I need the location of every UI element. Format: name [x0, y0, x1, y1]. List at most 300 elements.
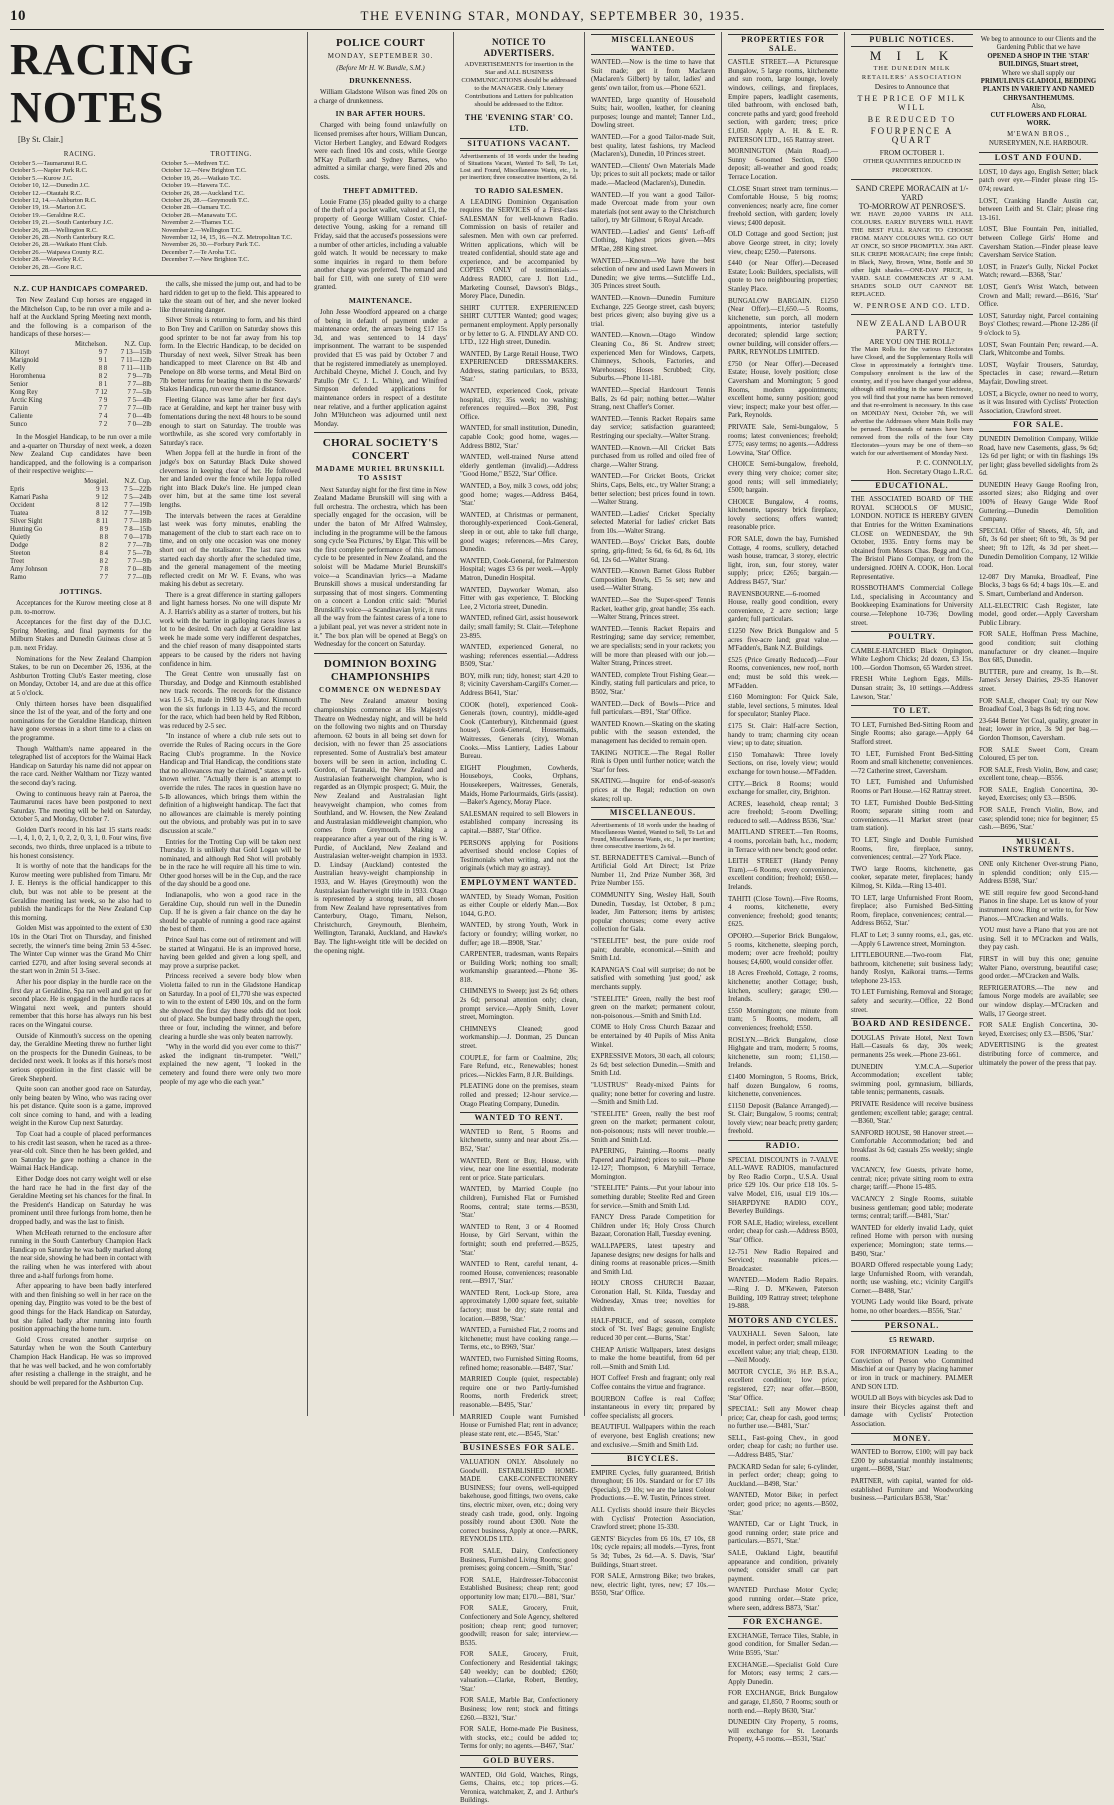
personal-reward: £5 REWARD. — [889, 1336, 935, 1345]
company-name: THE 'EVENING STAR' CO. LTD. — [464, 113, 574, 133]
classified-ad: WANTED.—For Cricket Boots, Cricket Shirts, Caps, Belts, etc., try Walter Strang; a better selection; best prices found in town.—Walter Strang. — [591, 472, 715, 507]
classified-ad: SALESMAN required to sell Blowers in established company increasing its capital.—B887, 'Star' Office. — [460, 809, 578, 835]
classified-ad: LITTLEBOURNE.—Two-room Flat, bathroom, kitchenette; suit business lady; handy Roslyn, Kaikorai trams.—Terms telephone 23-153. — [851, 951, 973, 985]
misc-wanted-heading: MISCELLANEOUS WANTED. — [591, 34, 715, 55]
classified-ad: MOTOR CYCLE, 3½ H.P. B.S.A., excellent condition; low price; registered, £27; near offer.—B500, 'Star' Office. — [728, 1367, 838, 1402]
milk-line4: BE REDUCED TO — [867, 114, 957, 124]
classified-ad: 23-644 Better Yet Coal, quality, greater in heat; lower in price, 3s 9d per bag.—Gordon Thomson, Caversham. — [978, 716, 1098, 742]
classified-ad: LOST, in Frazer's Gully, Nickel Pocket Watch; reward.—B368, 'Star.' — [978, 262, 1098, 280]
fixture-item: October 26, 28.—North Canterbury R.C. — [10, 234, 115, 242]
byline: [By St. Clair.] — [18, 135, 63, 144]
employment-list — [460, 893, 578, 1109]
jotting-item: Gold Cross created another surprise on Saturday when he won the South Canterbury Champion Hack Handicap. He was so improved that he was well backed, and he won comfortably after resisting a challenge in the straight, and he should be well prepared for the Ashburton Cup. — [10, 1335, 152, 1387]
classified-ad: WANTED, large quantity of Household Suits; hair, woollen, leather, for cleaning purposes; lounge and mantel; Tanner Ltd., Dowling street. — [591, 95, 715, 130]
table-row — [10, 574, 152, 582]
classified-ad: £1250 New Brick Bungalow and 5 acres five-acre land; great value.—M'Fadden's, Bank N.Z. Buildings. — [728, 627, 838, 653]
classified-ad: DUNEDIN Heavy Gauge Roofing Iron, assorted sizes; also Ridging and over 100% of Heavy Gauge Wide Roof Guttering.—Dunedin Demolition Company. — [978, 480, 1098, 524]
classified-ad: £1400 Mornington, 5 Rooms, Brick, half dozen Bungalow, 6 rooms, kitchenette, conveniences. — [728, 1072, 838, 1099]
to-let-heading: TO LET. — [851, 705, 973, 718]
classified-ad: PERSONS applying for Positions advertised should enclose Copies of Testimonials when writing, and not the originals (which may go astray). — [460, 838, 578, 873]
table-cell: 7 11—12lb — [120, 357, 152, 365]
classified-ad: CARPENTER, tradesman, wants Repairs or Building Work; nothing too small; workmanship guaranteed.—Phone 36-818. — [460, 950, 578, 984]
classified-ad: WANTED.—Ladies' Cricket Specialty selected Material for ladies' cricket Bats from 10s.—Walter Strang. — [591, 509, 715, 535]
fixtures — [10, 151, 301, 272]
public-notices-column — [845, 32, 1104, 1503]
classified-ad: WANTED, Dayworker Woman, also Fitter with gas experience, T. Blocking Lee, 2 Victoria street, Dunedin. — [460, 585, 578, 611]
for-sale-heading: FOR SALE. — [979, 419, 1098, 432]
racing-paragraph: Prince Saul has come out of retirement and will be started at Wingatui. He is an improved horse, having been gelded and given a long spell, and may prove a surprise packet. — [159, 936, 301, 970]
table-row — [10, 349, 152, 357]
educational-text: THE ASSOCIATED BOARD OF THE ROYAL SCHOOLS OF MUSIC, LONDON. NOTICE IS HEREBY GIVEN that Entries for the Written Examinations CLOSE on WEDNESDAY, the 9th October, 1935. Entry forms may be obtained from Messrs Chas. Begg and Co., The Bristol Piano Company, or from the undersigned. JOHN A. COOK, Hon. Local Representative. — [851, 495, 973, 581]
table-cell: 8 1 — [98, 381, 108, 389]
choral-subheading: MADAME MURIEL BRUNSKILL TO ASSIST — [315, 465, 446, 482]
fixture-item: October 12, 14.—Ashburton R.C. — [10, 197, 97, 205]
classified-ad: WANTED, for small institution, Dunedin, capable Cook; good home, wages.—Address B802, 'Star.' — [460, 424, 578, 450]
table-cell: 7 5—24lb — [124, 494, 152, 502]
table-cell: 7 7—9lb — [127, 558, 152, 566]
milk-title: M I L K — [869, 47, 955, 63]
table-cell: 7 0—17lb — [124, 534, 152, 542]
classified-ad: WANTED.—Special Hardcourt Tennis Balls, 2s 6d pair; nothing better.—Walter Strang, next Chaffer's Corner. — [591, 385, 715, 412]
table-cell: 7 8 — [99, 566, 109, 574]
employment-heading: EMPLOYMENT WANTED. — [460, 877, 578, 890]
classified-ad: LEITH STREET (Handy Penny Tram).—6 Rooms, every convenience, excellent condition; freehold; £650.—Irelands. — [728, 857, 838, 892]
table-cell: 7 7—0lb — [127, 405, 152, 413]
rossbotham-text: ROSSBOTHAM'S Commercial College Ltd., specialising in Accountancy and Bookkeeping Examinations for University course.—Telephone 10-736; Dowling street. — [851, 584, 973, 627]
gold-buyers-text: WANTED, Old Gold, Watches, Rings, Gems, Chains, etc.; top prices.—G. Veronica, watchmaker, Z, and J. Arthur's Buildings. — [460, 1770, 578, 1805]
racing-notes-heading: RACING NOTES — [10, 35, 195, 132]
classified-ad: DUNEDIN Y.M.C.A.—Superior Accommodation; excellent table; swimming pool, gymnasium, billiards, table tennis; permanents, casuals. — [851, 1062, 973, 1097]
classified-ad: WANTED to Rent, 3 or 4 Roomed House, by Girl Servant, within the fortnight; south end preferred.—B525, 'Star.' — [460, 1222, 578, 1257]
jotting-item: Acceptances for the Kurow meeting close at 8 p.m. to-morrow. — [10, 599, 152, 616]
classified-ad: TO LET, Furnished and Unfurnished Rooms or Part House.—162 Rattray street. — [851, 778, 973, 795]
labour-sign2: Hon. Secretary Otago L.R.C. — [886, 466, 973, 476]
classified-ad: WANTED to Rent, 5 Rooms and kitchenette, sunny and near about 25s.—B52, 'Star.' — [460, 1127, 578, 1153]
classified-ad: WALLPAPERS, latest tapestry and Japanese designs; new designs for halls and dining rooms at reasonable prices.—Smith and Smith Ltd. — [591, 1242, 715, 1276]
jotting-item: Owing to continuous heavy rain at Paeroa, the Taumarunui races have been postponed to next Saturday. The meeting will be held on Saturday, October 5, and Monday, October 7. — [10, 789, 152, 824]
classified-ad: WANTED for elderly invalid Lady, quiet refined Home with person with nursing experience; Mornington; state terms.—B490, 'Star.' — [851, 1223, 973, 1258]
handicaps-heading: N.Z. CUP HANDICAPS COMPARED. — [13, 284, 148, 294]
fixture-item: October 12.—Otautahi R.C. — [10, 189, 82, 197]
labour-title: NEW ZEALAND LABOUR PARTY. — [856, 318, 968, 337]
exchange-list — [728, 1632, 838, 1744]
table-header-row — [10, 341, 152, 349]
table-cell: 8 8 — [99, 534, 109, 542]
classified-ad: FOR SALE, French Violin, Bow, and case; splendid tone; nice for beginner; £5 cash.—B696, 'Star.' — [978, 806, 1098, 832]
classified-ad: KAPANGA'S Coal will surprise; do not be satisfied with something 'just good,' ask merchants supply. — [591, 965, 715, 991]
table-cell: Kelly — [10, 365, 26, 373]
classified-ad: "STEELITE" Green, really the best roof green on the market; permanent colour, non-poisonous.—Smith and Smith Ltd. — [591, 994, 715, 1020]
classified-ad: "LUSTRUS" Ready-mixed Paints for quality; none better for covering and lustre.—Smith and Smith Ltd. — [591, 1080, 715, 1107]
classified-ad: LOST, Cranking Handle Austin car, between Leith and St. Clair; please ring 13-161. — [978, 196, 1098, 222]
exchange-heading: FOR EXCHANGE. — [728, 1616, 838, 1629]
situations-column — [454, 32, 585, 1805]
wanted-rent-list — [460, 1128, 578, 1439]
table-cell: Dodge — [10, 542, 29, 550]
table-cell: Occident — [10, 502, 35, 510]
classified-ad: WANTED.—Known—We have the best selection of new and used Lawn Mowers in Dunedin; we give terms.—Sutcliffe Ltd., 305 Princes street South. — [591, 256, 715, 291]
classified-ad: TWO large Rooms, kitchenette, gas cooker, separate meter, fireplaces; handy Kilmog, St. Kilda.—Ring 13-401. — [851, 864, 973, 890]
table-cell: Quietly — [10, 534, 31, 542]
classified-ad: FOR SALE, down the bay, Furnished Cottage, 4 rooms, scullery, detached wash house, tramcar, 3 storey, electric light, iron, sun, four storey, water supply; price; £265; bargain.—Address B457, 'Star.' — [728, 535, 838, 587]
classified-ad: WANTED.—Known Barnet Gloss Rubber Composition Bowls, £5 5s set; new and used.—Walter Strang. — [591, 567, 715, 593]
table-row — [10, 357, 152, 365]
classified-ad: MARRIED Couple want Furnished House or Furnished Flat; rent in advance; please state rent, etc.—B545, 'Star.' — [460, 1412, 578, 1438]
racing-more — [160, 972, 302, 1086]
table-row — [10, 502, 152, 510]
table-cell: 8 2 — [98, 373, 108, 381]
classified-ad: "STEELITE" Green, really the best roof green on the market; permanent colour, non-poisonous; rusts will never trouble.—Smith and Smith Ltd. — [591, 1109, 715, 1144]
classified-ad: TO LET, Single and Double Furnished Rooms, fire, fireplace, sunny, conveniences; central.—27 York Place. — [851, 835, 973, 862]
table-cell: 7 5—7lb — [127, 550, 152, 558]
classified-ad: WANTED.—Deck of Bowls—Price and full particulars.—B91, 'Star' Office. — [591, 699, 715, 717]
classified-ad: EMPIRE Cycles, fully guaranteed, British throughout; £6 10s. Standard or for £7 10s (Specials), £9 10s; we are the latest Colour Productions.—E. W. Tustin, Princes street. — [591, 1468, 715, 1503]
fixture-item: October 19, 19.—Marton J.C. — [10, 204, 87, 212]
jotting-item: Golden Dart's record in his last 15 starts reads:—1, 4, 1, 0, 2, 1, 0, 2, 2, 0, 3, 1, 0. Four wins, five seconds, two thirds, three unplaced is a tribute to his honest consistency. — [10, 825, 152, 860]
classified-ad: £175 St. Clair: Half-acre Section, handy to tram; charming city ocean view; up to date; situation. — [728, 721, 838, 748]
classified-ad: £160 Mornington: For Quick Sale, stable, level sections, 5 minutes. Ideal for speculator; Stanley Place. — [728, 693, 838, 719]
table-cell: 7 12 — [95, 389, 108, 397]
racing-paragraph: "Why in the world did you ever come to this?" asked the indignant tin-trumpeter. "Well," explained the new agent, "I looked in the cemetery and found there were only two more people of my age who die each year." — [159, 1043, 301, 1086]
fixture-item: October 10, 12.—Dunedin J.C. — [10, 182, 90, 190]
classified-ad: VACANCY 2 Single Rooms, suitable business gentleman; good table; moderate terms; central; tariff.—B481, 'Star.' — [851, 1194, 973, 1221]
table-cell: Silver Sight — [10, 518, 43, 526]
fixture-item: October 5.—Kurow J.C. — [10, 174, 73, 182]
table-header-cell: Mosgiel. — [84, 478, 109, 486]
classified-ad: CHOICE Semi-bungalow, freehold, every thing very choice; corner site; good rents; will sell immediately; £500; bargain. — [728, 460, 838, 495]
table-cell: 9 12 — [96, 494, 109, 502]
public-notices-right — [979, 34, 1098, 1506]
table-cell: Amy Johnson — [10, 566, 48, 574]
racing-paragraph: Princess received a severe body blow when Violetta failed to run in the Gladstone Handicap on Saturday. In a pool of £1,770 she was expected to win to the extent of £490 10s, and on the form she showed the first day these odds did not look out of place. She bumped badly through the open, three or four, including the winner, and before clearing a hurdle she was only beaten narrowly. — [159, 972, 301, 1041]
masthead — [10, 6, 1104, 30]
labour-sign1: P. C. CONNOLLY, — [916, 457, 973, 467]
racing-continued — [160, 280, 302, 970]
classified-ad: WANTED, at Christmas or permanent, thoroughly-experienced Cook-General, sleep in or out, able to take full charge, good wages; references.—Mrs Carey, Dunedin. — [460, 510, 578, 554]
classified-ad: FIRST in will buy this one; genuine Walter Piano, overstrung, beautiful case; good order.—M'Cracken and Walls. — [978, 954, 1098, 981]
table-row — [10, 534, 152, 542]
table-cell: 8 12 — [96, 502, 109, 510]
racing-paragraph: When Joppa fell at the hurdle in front of the judge's box on Saturday Black Duke showed cleverness in keeping clear of her. He followed her and landed over the fence while Joppa rolled right into Black Duke's line. He jumped clean over him, but at the same time lost several lengths. — [159, 449, 301, 509]
to-let-list — [851, 721, 973, 1014]
table-cell: 7 7—19lb — [124, 502, 152, 510]
classified-ad: OLD Cottage and good Section; just above George street, in city; lovely view, cheap; £250.—Patersons. — [728, 230, 838, 256]
table-cell: Senior — [10, 381, 28, 389]
table-row — [10, 486, 152, 494]
table-cell: 8 4 — [99, 550, 109, 558]
classified-ad: WANTED, Motor Bike; in perfect order; good price; no agents.—B502, 'Star.' — [728, 1491, 838, 1517]
jotting-item: Golden Mist was appointed to the extent of £30 10s in the Otari Trot on Thursday, and finished secretly, the winner's time being 2min 53 4-5sec. The Winter Cup winner was the Grand Mo Chirr carried £270, and after losing several seconds at the start won in 2min 51 3-5sec. — [10, 924, 152, 976]
table-cell: 7 8—15lb — [124, 526, 152, 534]
police-court-heading: POLICE COURT — [335, 37, 426, 49]
classified-ad: DOUGLAS Private Hotel, Next Town Hall.—Casuals 6s day, 30s week; permanents 25s week.—Phone 23-661. — [851, 1033, 973, 1060]
classified-ad: FLAT to Let; 3 sunny rooms, e.l., gas, etc.—Apply 6 Lawrence street, Mornington. — [851, 930, 973, 948]
classified-ad: WANTED, well-trained Nurse attend elderly gentleman (invalid).—Address "Good Home," B522, 'Star' Office. — [460, 453, 578, 479]
racing-paragraph: The intervals between the races at Geraldine last week was forty minutes, enabling the management of the club to start each race on to time, and on only one occasion was one money short out of the totalisator. The last race was started each day shortly after the scheduled time, and the general management of the meeting reflected credit on Mr W. F. Evans, who was making his debut as secretary. — [159, 511, 301, 589]
classified-ad: MORNINGTON (Main Road).—Sunny 6-roomed Section, £500 deposit; all-weather and good roads; Terrace Location. — [728, 147, 838, 181]
table-cell: 7 2 — [98, 421, 108, 429]
table-row — [10, 421, 152, 429]
radio-heading: RADIO. — [728, 1140, 838, 1153]
classified-ad: TO LET, large Unfurnished Front Room, fireplace; also Furnished Bed-Sitting Room, fireplace, conveniences; central.—Address B652, 'Star.' — [851, 893, 973, 928]
table-row — [10, 405, 152, 413]
milk-line1: THE DUNEDIN MILK RETAILERS' ASSOCIATION — [861, 64, 963, 81]
classified-ad: "STEELITE" best, the pure oxide roof paint; durable, economical.—Smith and Smith Ltd. — [591, 937, 715, 963]
classified-ad: 12-751 New Radio Repaired and Serviced; reasonable prices.—Broadcaster. — [728, 1247, 838, 1273]
classified-ad: WANTED.—Known.—Otago Window Cleaning Co., 86 St. Andrew street; experienced Men for Windows, Carpets, Chimneys, Schools, Factories, and Warehouses; Hoses Scrubbed; City, Suburbs.—Phone 11-181. — [591, 331, 715, 383]
fixture-item: October 26, 28.—Auckland T.C. — [161, 189, 245, 197]
classified-ad: DUNEDIN Demolition Company, Wilkie Road, have new Casements, glass, 9s 6d; 12s 6d per light; or with tin flashings 19s per light; glass bevelled sidelights from 2s 6d. — [978, 434, 1098, 478]
personal-text: FOR INFORMATION Leading to the Conviction of Person who Committed Mischief at our Quarry by placing hammer or iron in truck or machinery. PALMER AND SON LTD. — [851, 1348, 973, 1391]
classified-ad: HOLY CROSS CHURCH Bazaar, Coronation Hall, St. Kilda, Tuesday and Wednesday, Xmas tree; novelties for children. — [591, 1279, 715, 1314]
boxing-heading: DOMINION BOXING CHAMPIONSHIPS — [323, 657, 438, 683]
table-row — [10, 542, 152, 550]
classified-ad: DUNEDIN City Property, 5 rooms, will exchange for St. Leonards Property, 4-5 rooms.—B531, 'Star.' — [728, 1718, 838, 1744]
classified-ad: WANTED, complete Trout Fishing Gear.—Kindly, stating full particulars and price, to B502, 'Star.' — [591, 670, 715, 696]
classified-ad: WANTED.—Clients' Own Materials Made Up; prices to suit all pockets; made or tailor made.—Macleod (Maclaren's), Dunedin. — [591, 161, 715, 187]
classified-ad: WANTED, experienced Cook, private hospital, city; 35s week; no washing; references required.—Box 398, Post Office. — [460, 387, 578, 421]
racing-paragraph: There is a great difference in starting gallopers and light harness horses. No one will dispute Mr A. J. Harris's ability as a starter of trotters, but his work with the barrier in galloping races leaves a lot to be desired. On each day at Geraldine last week he made some very indifferent despatches, and the chief reason of many disappointed starts appears to be caused by the riders not having confidence in him. — [159, 590, 301, 668]
classified-ad: WANTED, a Boy, milk 3 cows, odd jobs; good home; wages.—Address B464, 'Star.' — [460, 482, 578, 508]
milk-line6: FROM OCTOBER 1. — [879, 147, 945, 157]
table-cell: 7 7—5lb — [127, 389, 152, 397]
table-cell: Steeton — [10, 550, 31, 558]
mewan-intro: We beg to announce to our Clients and the Gardening Public that we have — [980, 36, 1097, 52]
radio-list — [728, 1156, 838, 1311]
racing-paragraph: the calls, she missed the jump out, and had to be hard ridden to get up to the field. This appeared to take the steam out of her, and she never looked like threatening danger. — [159, 280, 301, 314]
labour-body: The Main Rolls for the various Electorates have Closed, and the Supplementary Rolls will Close in approximately a fortnight's time. Compulsory enrolment is the law of the country, and if you have changed your address, although still residing in the same Electorate, you will find that your name has been removed and that re-enrolment is necessary. In this case on MONDAY Next, October 7th, we will advertise the Addresses where Main Rolls may be perused. Thousands of names have been removed from the rolls of the four City Electorates—yours may be one of them—so watch for our advertisement of Monday Next. — [851, 345, 973, 457]
classified-ad: FANCY Dress Parade Competition for Children under 16; Holy Cross Church Bazaar, Coronation Hall, Tuesday evening. — [591, 1213, 715, 1239]
classified-ad: £525 (Price Greatly Reduced).—Four Rooms, conveniences, new roof, north end; must be sold this week.—M'Fadden. — [728, 655, 838, 690]
table-cell: 7 11—11lb — [121, 365, 152, 373]
for-sale-list — [979, 435, 1098, 832]
classified-ad: VACANCY, few Guests, private home, central; nice; private sitting room to extra charge; tariff.—Phone 15-485. — [851, 1166, 973, 1192]
classified-ad: REFRIGERATORS.—The new and famous Norge models are available; see our window display.—M'Cracken and Walls, 17 George street. — [978, 983, 1098, 1018]
jotting-item: When McHeath returned to the enclosure after running in the South Canterbury Champion Hack Handicap on Saturday he was badly marked along the near side, showing he had been in contact with the railing when he was interfered with about three and a-half furlongs from home. — [10, 1228, 152, 1280]
classified-ad: EIGHT Ploughmen, Cowherds, Houseboys, Cooks, Orphans, Housekeepers, Waitresses, Generals, Maids, Home Parlourmaids, Girls (assist).—Baker's Agency, Moray Place. — [460, 763, 579, 807]
fixture-item: October 19.—Hawera T.C. — [161, 182, 231, 190]
classified-ad: COME to Holy Cross Church Bazaar and be entertained by 40 Pupils of Miss Anita Winkel. — [591, 1023, 715, 1049]
classified-ad: FOR SALE, Dairy, Confectionery Business, Furnished Living Rooms; good premises; going concern.—Smith, 'Star.' — [460, 1546, 578, 1573]
classified-ad: TO LET Furnishing, Removal and Storage; safety and security.—Office, 22 Bond street. — [851, 988, 973, 1014]
classified-ad: FOR EXCHANGE, Brick Bungalow and garage, £1,850, 7 Rooms; south or north end.—Reply B630, 'Star.' — [728, 1689, 838, 1715]
classified-ad: FOR SALE, Grocery, Fruit, Confectionery and Residential takings; £40 weekly; can be doubled; £260; valuation.—Clarke, Robert, Bentley, 'Star.' — [460, 1650, 578, 1693]
money-heading: MONEY. — [851, 1433, 973, 1446]
classified-ad: ONE only Kitchener Over-strung Piano, in splendid condition; only £15.—Address B598, 'Star.' — [978, 860, 1098, 886]
penrose-firm: W. PENROSE AND CO. LTD. — [853, 300, 971, 310]
classified-ad: RAVENSBOURNE.—6-roomed House, really good condition, every convenience, 2 acre section; large garden; full particulars. — [728, 589, 838, 624]
racing-paragraph: Silver Streak is returning to form, and his third to Bon Trey and Carillon on Saturday shows this good sprinter to be not far away from his top form. In the Electric Handicap, to be decided on Thursday of next week, Silver Streak has been handicapped to meet Clarence on 8st 4lb and Penelope on 8lb worse terms, and Metal Bird on 7lb better terms for beating them in the Stewards' Stakes Handicap, run over the same distance. — [159, 316, 301, 394]
classified-ad: WANTED, By Large Retail House, TWO EXPERIENCED DRESSMAKERS. Address, stating particulars, to B533, 'Star.' — [460, 349, 578, 384]
fixture-item: December 7.—Te Aroha T.C. — [161, 248, 237, 256]
classified-ad: PARTNER, with capital, wanted for old-established Furniture and Woodworking business.—Particulars B538, 'Star.' — [851, 1476, 973, 1503]
classified-ad: LOST, Wayfair Trousers, Saturday, Spectacles in case; reward.—Return Mayfair, Dowling street. — [978, 360, 1098, 386]
labour-notice — [851, 319, 973, 476]
table-cell: 7 0—2lb — [127, 421, 152, 429]
jotting-item: It is worthy of note that the handicaps for the Kurow meeting were published from Timaru. Mr J. E. Henrys is the official handicapper to this club, but was not able to be present at the Geraldine meeting last week, so he also had to publish the handicaps for the New Zealand Cup this morning. — [10, 862, 152, 922]
classified-ad: FOR SALE, Hoffman Press Machine, good condition; suit clothing manufacturer or dry cleaner.—Inquire Box 685, Dunedin. — [978, 630, 1098, 665]
classified-ad: FOR SALE English Concertina, 30-keyed, Exercises; only £3.—B506, 'Star.' — [978, 1021, 1098, 1038]
table-cell: Kiltoyt — [10, 349, 30, 357]
racing-paragraph: The Great Centre won unusually fast on Thursday, and Dodge and Kinmouth established new track records. The records for the distance was 1.6 3-5, made in 1908 by Aviator. Kinmouth won the six furlongs in 1.13 4-5, and the record for the race, which had been held by Red Ribbon, was reduced by 2-5 sec. — [159, 670, 301, 730]
fixture-item: October 26, 28.—Waikato Hunt Club. — [10, 241, 108, 249]
motors-list — [728, 1330, 838, 1612]
classified-ad: GENTS' Bicycles from £6 10s, £7 10s, £8 10s; cycle repairs; all models.—Tyres, front 5s 3d; Tubes, 2s 6d.—A. S. Davis, 'Star' Buildings, Stuart street. — [591, 1534, 715, 1569]
racing-fixture-list — [10, 160, 150, 271]
table-cell: 7 5—22lb — [124, 486, 152, 494]
classified-ad: WANTED.—Boys' Cricket Bats, double spring, grip-fitted; 5s 6d, 6s 6d, 8s 6d, 10s 6d, 12s 6d.—Walter Strang. — [591, 538, 715, 564]
milk-line5: FOURPENCE A QUART — [870, 125, 954, 145]
misc-note: Advertisements of 18 words under the heading of Miscellaneous Wanted, Wanted to Sell, To Let and Found, Miscellaneous Wants, etc., 1s per insertion; three consecutive insertions, 2s 6d. — [591, 822, 715, 850]
jotting-item: Top Coat had a couple of placed performances to his credit last season, when he raced as a three-year-old colt. Since then he has been gelded, and on Saturday he gave nothing a chance in the Waimai Hack Handicap. — [10, 1130, 152, 1173]
classified-ad: FOR SALE, Grocery, Fruit, Confectionery and Sole Agency, sheltered position; cheap rent; good turnover; goodwill; reason for sale; interview.—B535. — [460, 1604, 578, 1647]
table-row — [10, 566, 152, 574]
table-cell: 7 7—19lb — [124, 510, 152, 518]
table-cell: Kong Rey — [10, 389, 38, 397]
fixture-item: November 2.—Thames T.C. — [161, 219, 234, 227]
classified-ad: HOT Coffee! Fresh and fragrant; only real Coffee contains the virtue and fragrance. — [591, 1374, 715, 1391]
motors-heading: MOTORS AND CYCLES. — [728, 1315, 838, 1328]
classified-ad: FOR SALE, Armstrong Bike; two brakes, new, electric light, tyres, new; £7 10s.—B550, 'Star' Office. — [591, 1572, 715, 1598]
classified-ad: "STEELITE" Paints.—Put your labour into something durable; Steelite Red and Green for service.—Smith and Smith Ltd. — [591, 1184, 715, 1210]
classified-ad: FOR SALE, cheaper Coal; try our New Broadleaf Coal, 3 bags 8s 6d; ring now. — [978, 696, 1098, 714]
classified-ad: EXCHANGE.—Specialist Gold Cure for Motors; easy terms; 2 cars.—Apply Dunedin. — [728, 1660, 838, 1686]
classified-ad: CASTLE STREET.—A Picturesque Bungalow, 5 large rooms, kitchenette and sun room, large lounge, lovely windows, ceilings, and fireplaces, Empire papers, leadlight casements, tiled bathroom, with enclosed bath, concrete paths and yard; good freehold section, with garden; trees; price £1,050. Apply A. H. & E. R. PATERSON LTD., 165 Rattray street. — [728, 58, 838, 144]
properties-list — [728, 58, 838, 1136]
musical-list — [979, 860, 1098, 1067]
classified-ad: SPECIAL Offer of Sheets, 4ft, 5ft, and 6ft, 3s 6d per sheet; 6ft to 9ft, 3s 9d per sheet; 9ft to 12ft, 4s 3d per sheet.—Dunedin Demolition Company, 12 Wilkie road. — [978, 526, 1098, 570]
classified-ad: YOU must have a Piano that you are not using. Sell it to M'Cracken and Walls, they pay cash. — [978, 926, 1098, 952]
classified-ad: BOY, milk run; tidy, honest; start 4.20 to 8; vicinity Caversham-Cargill's Corner.—Address B641, 'Star.' — [460, 671, 578, 698]
table-row — [10, 381, 152, 389]
fixture-item: November 26, 30.—Forbury Park T.C. — [161, 241, 261, 249]
classified-ad: WANTED.—Known—Dunedin Furniture Exchange, 225 George street, cash buyers; best prices given; also buying give us a trial. — [591, 294, 715, 328]
classified-ad: SANFORD HOUSE, 98 Hanover street.—Comfortable Accommodation; bed and breakfast 3s 6d; casuals 25s weekly; single rooms. — [851, 1128, 973, 1163]
classified-ad: EXPRESSIVE Motors, 30 each, all colours; 2s 6d; best selection Dunedin.—Smith and Smith Ltd. — [591, 1052, 715, 1078]
choral-heading: CHORAL SOCIETY'S CONCERT — [322, 437, 439, 463]
drunkenness-text: William Gladstone Wilson was fined 20s on a charge of drunkenness. — [314, 88, 447, 105]
table-cell: 8 11 — [96, 518, 109, 526]
classified-ad: WANTED.—If you want a good Tailor-made Overcoat made from your own materials (not sent away to the Christchurch tailor), try Mr Gilmour, 6 Royal Arcade. — [591, 190, 715, 225]
table-cell: Arctic King — [10, 397, 43, 405]
table-row — [10, 397, 152, 405]
bar-text: Charged with being found unlawfully on licensed premises after hours, William Duncan, Victor Herbert Langley, and Edward Rodgers were each fined 10s and costs, while George M'Kay Pollarth and Sydney Barnes, who admitted a similar charge, were fined 20s and costs. — [314, 121, 447, 181]
table-cell: 7 7 — [98, 405, 108, 413]
classified-ad: CITY.—Brick 8 Rooms; would exchange for smaller, city, Brighton. — [728, 779, 838, 797]
classified-ad: CHIMNEYS Cleaned; good workmanship.—J. Donman, 25 Duncan street. — [460, 1024, 578, 1051]
classified-ad: YOUNG Lady would like Board, private home, no other boarders.—B556, 'Star.' — [851, 1298, 973, 1316]
table-cell: 8 2 — [99, 558, 109, 566]
mewan-place: NURSERYMEN, N.E. HARBOUR. — [989, 139, 1088, 147]
bicycles-list — [591, 1469, 715, 1598]
table-cell: 7 13—15lb — [120, 349, 152, 357]
handicaps-mid: In the Mosgiel Handicap, to be run over a mile and a-quarter on Thursday of next week, a dozen New Zealand Cup candidates have been handicapped, and the following is a comparison of their respective weights:— — [10, 433, 152, 476]
mewan-notice — [979, 36, 1098, 148]
bar-heading: IN BAR AFTER HOURS. — [335, 109, 426, 119]
classified-ad: A LEADING Dominion Organisation requires the SERVICES of a First-class SALESMAN for well-known Radio. Commission on basis of retailer and salesmen. Men with own car preferred. Written applications, which will be treated confidential, should state age and experience, and be accompanied by COPIES ONLY of testimonials.—Address RADIO, care J. Ilott Ltd., Marketing Counsel, Dawson's Bldgs., Morey Place, Dunedin. — [460, 197, 578, 301]
fixture-item: October 28.—Manawatu T.C. — [161, 211, 238, 219]
classified-ad: WANTED, by Married Couple (no children), Furnished Flat or Furnished Rooms, central; state terms.—B530, 'Star.' — [460, 1185, 578, 1220]
classified-ad: CAMBLE-HATCHED Black Orpington, White Leghorn Chicks; 2d dozen, £3 15s, 100.—Gordon Thomson, 65 Warden street. — [851, 646, 973, 672]
classified-ad: 18 Acres Freehold, Cottage, 2 rooms, kitchenette; another Cottage; bush, kitchen, scullery; garage; £90.—Irelands. — [728, 969, 838, 1004]
classified-ad: FOR SALE, Hairdresser-Tobacconist Established Business; cheap rent; good opportunity low man; £170.—B81, 'Star.' — [460, 1575, 578, 1601]
classified-ad: WANTED.—Tennis Racket Repairs same day service; satisfaction guaranteed; Restringing our specialty.—Walter Strang. — [591, 414, 715, 440]
classified-ad: FOR SALE, Fresh Violin, Bow, and case; excellent tone, cheap.—B556. — [978, 765, 1098, 783]
table-row — [10, 558, 152, 566]
table-cell: 8 8 — [98, 365, 108, 373]
mitchelson-handicap-table — [10, 341, 152, 429]
fixture-item: December 7.—New Brighton T.C. — [161, 256, 250, 264]
table-cell: 8 2 — [99, 542, 109, 550]
classified-ad: WANTED.—Tennis Racket Repairs and Restringing; same day service; remember, we are specialists; send in your rackets; you will be more than pleased with our job.—Walter Strang, Princes street. — [591, 624, 715, 668]
fixture-item: October 28.—Oamaru T.C. — [161, 204, 231, 212]
table-cell: 7 7—8lb — [127, 381, 152, 389]
classified-ad: LOST, a Bicycle, owner no need to worry, as it was Insured with Cyclists' Protection Association, Crawford street. — [978, 389, 1098, 415]
fixture-item: October 26, 28.—Wellington R.C. — [10, 226, 98, 234]
fixture-item: October 26, 28.—Gore R.C. — [10, 263, 83, 271]
classified-ad: PRIVATE Residence will receive business gentlemen; excellent table; garage; central.—B360, 'Star.' — [851, 1100, 973, 1126]
fixture-item: October 5.—Napier Park R.C. — [10, 167, 88, 175]
classified-ad: LOST, Saturday night, Parcel containing Boys' Clothes; reward.—Phone 12-286 (if 9 o'clock to 5). — [978, 311, 1098, 337]
classified-ad: ROSLYN.—Brick Bungalow, close Highgate and tram, modern; 5 rooms, kitchenette, sun room; £1,150.—Irelands. — [728, 1035, 838, 1070]
classified-ad: ST. BERNADETTE'S Carnival.—Bunch of Artificial Gold Art Direct; 1st Prize Number 11, 2nd Prize Number 368, 3rd Prize Number 155. — [591, 853, 715, 888]
classified-ad: BOURBON Coffee is real Coffee; instantaneous in every tin; prepared by coffee specialists; all grocers. — [591, 1394, 715, 1420]
lost-found-heading: LOST AND FOUND. — [979, 152, 1098, 165]
table-header-cell: N.Z. Cup. — [124, 341, 152, 349]
table-cell: Kamari Pasha — [10, 494, 48, 502]
maintenance-text: John Jesse Woodford appeared on a charge of being in default of payment under a maintenance order, the arrears being £17 15s 3d, and was sentenced to 14 days' imprisonment. The warrant to be suspended provided that £5 was paid by October 7 and that he registered immediately as unemployed. Archibald Cheyne, Michel J. Couch, and Ivy Patullo (Mr C. J. L. White), and Winifred Simpson defended applications for maintenance orders in respect of a destitute near relative, and a further application against John M'Hutcheon was adjourned until next Monday. — [314, 308, 447, 428]
racing-right-subcolumn — [160, 280, 302, 1389]
classified-ad: SHIRT CUTTER. EXPERIENCED SHIRT CUTTER Wanted; good wages; permanent employment. Apply personally or by letter to G. A. FINDLAY AND CO. LTD., 122 High street, Dunedin. — [460, 303, 578, 347]
classified-ad: ADVERTISING is the greatest distributing force of commerce, and ultimately the power of the press that pay. — [978, 1041, 1098, 1067]
table-cell: 7 0—4lb — [127, 413, 152, 421]
page-number: 10 — [10, 8, 26, 24]
racing-fixtures-heading: RACING. — [63, 149, 96, 158]
classified-ad: WE still require few good Second-hand Pianos in fine shape. Let us know of your instrument now. Ring or write to, for New Pianos.—M'Cracken and Walls. — [978, 888, 1098, 923]
boxing-text: The New Zealand amateur boxing championships commence at His Majesty's Theatre on Wednesday night, and will be held on the following two nights and on Thursday afternoon. 62 bouts in all being set down for decision, with no fewer than 25 associations represented. Some of Australia's best amateur boxers will be seen in action, including C. Gordon, of Taranaki, the New Zealand and Australasian featherweight champion, who is regarded as an Olympic prospect; G. Muir, the New Zealand and Australasian light heavyweight champion, who comes from Southland, and W. Howsen, the New Zealand and Australasian middleweight champion, who comes from Greymouth. Making a reappearance after a year out of the ring is W. Purdie, of Auckland, New Zealand and Australasian welter-weight champion in 1933. D. Lindsay (Auckland) contested the Australian heavy-weight championship in 1933, and W. Hayes (Greymouth) won the Australasian featherweight title in 1933. Otago is represented by a strong team, all chosen from New Zealand have representatives from Canterbury, Otago, Timaru, Nelson, Christchurch, Greymouth, Blenheim, Wellington, Taranaki, Auckland, and Hawke's Bay. The light-weight title will be decided on the opening night. — [314, 697, 447, 955]
table-cell: Marignold — [10, 357, 39, 365]
classified-ad: £750 (or Near Offer).—Deceased Estate; House, lovely position; close Caversham and Mornington; 5 good Rooms, modern appointments; excellent home, sunny position; good view; inspect; make your best offer.—Park, Reynolds. — [728, 359, 838, 420]
racing-paragraph: Indianapolis, who won a good race in the Geraldine Cup, should run well in the Dunedin Cup. If he is given a fair chance on the day he should be capable of running a good race against the best of them. — [159, 891, 301, 934]
table-cell: 7 9—7lb — [127, 373, 152, 381]
table-row — [10, 510, 152, 518]
classified-ad: VAUXHALL Seven Saloon, late model, in perfect order; small mileage; excellent value; any trial; cheap, £130.—Neil Moody. — [728, 1330, 838, 1365]
table-cell: Treet — [10, 558, 25, 566]
classified-ad: £1150 Deposit (Balance Arranged).—St. Clair; Bungalow, 5 rooms; central; lovely view; near beach; pretty garden; freehold. — [728, 1101, 838, 1136]
classified-ad: WANTED.—Known.—All Cricket Bats purchased from us rolled and oiled free of charge.—Walter Strang. — [591, 443, 715, 469]
table-row — [10, 526, 152, 534]
classified-ad: WANTED, Rent or Buy, House, with view, near one line essential, moderate rent or price. State particulars. — [460, 1156, 578, 1182]
table-cell: 7 0—8lb — [127, 566, 152, 574]
table-cell: Caliente — [10, 413, 33, 421]
classified-ad: ALL-ELECTRIC Cash Register, late model, good order.—Apply Caversham Public Library. — [978, 601, 1098, 627]
classified-ad: CHIMNEYS to Sweep; just 2s 6d; others 2s 6d; personal attention only; clean, prompt service.—Apply Smith, Lover street, Mornington. — [460, 987, 578, 1022]
milk-line3: THE PRICE OF MILK WILL — [857, 93, 967, 112]
misc-wanted-list — [591, 58, 715, 803]
classified-ad: COMMUNITY Sing, Wesley Hall, South Dunedin, Tuesday, 1st October, 8 p.m.; leader, Jim Patterson; items by artistes; popular choruses; come every active collection for Gala. — [591, 891, 715, 934]
choral-text: Next Saturday night for the first time in New Zealand Madame Brunskill will sing with a full orchestra. The orchestra, which has been specially engaged for the occasion, will be under the baton of Mr Alfred Walmsley, including in the programme will be the famous song cycle 'Sea Pictures,' by Elgar. This will be the first complete performance of this famous cycle to be presented in New Zealand, and the soloist will be Madame Muriel Brunskill's voice—a Scandinavian lyrics—a Madame Brunskill shows a musical understanding far surpassing that of most singers. Commenting on a concert a London critic said: "Muriel Brunskill's voice—a Scandinavian lyric, it runs all the way from the faintest caress of a tone to a jubilant peal, yet was never a strident note in it." The box plan will be opened at Begg's on Wednesday for the concert on Saturday. — [314, 485, 447, 649]
table-cell: 7 9 — [98, 397, 108, 405]
classified-ad: PLEATING done on the premises, steam rolled and pressed; 12-hour service.—Otago Pleating Company, Dunedin. — [460, 1082, 578, 1108]
classified-ad: CHEAP Artistic Wallpapers, latest designs to make the home beautiful, from 6d per roll.—Smith and Smith Ltd. — [591, 1345, 715, 1371]
classified-ad: PRIVATE Sale, Semi-bungalow, 5 rooms; latest conveniences; freehold; £775; easy terms; no agents.—Address Lowvina, 'Star' Office. — [728, 422, 838, 457]
classified-ad: WANTED, by strong Youth, Work in factory or foundry; willing worker, no duffer; age 18.—B908, 'Star.' — [460, 921, 578, 947]
classified-ad: BUNGALOW BARGAIN. £1250 (Near Offer).—£1,650.—5 Rooms, kitchenette, sun porch, all modern appointments, interior tastefully decorated; splendid large section; owner building, will consider offers.—PARK, REYNOLDS LIMITED. — [728, 296, 838, 357]
table-header-row — [10, 478, 152, 486]
jotting-item: Only thirteen horses have been disqualified since the 1st of the year, and of the forty and one nominations for the Geraldine Handicap, thirteen have gone overseas in a short time to a class on the programme. — [10, 699, 152, 742]
jotting-item: After his poor display in the hurdle race on the first day at Geraldine, Spa ran well and got up for second place. He is engaged in the hurdle races at Wingatui next week, and punters should remember that this horse has always run his best races on the Wingatui course. — [10, 977, 152, 1029]
theft-heading: THEFT ADMITTED. — [343, 185, 418, 195]
